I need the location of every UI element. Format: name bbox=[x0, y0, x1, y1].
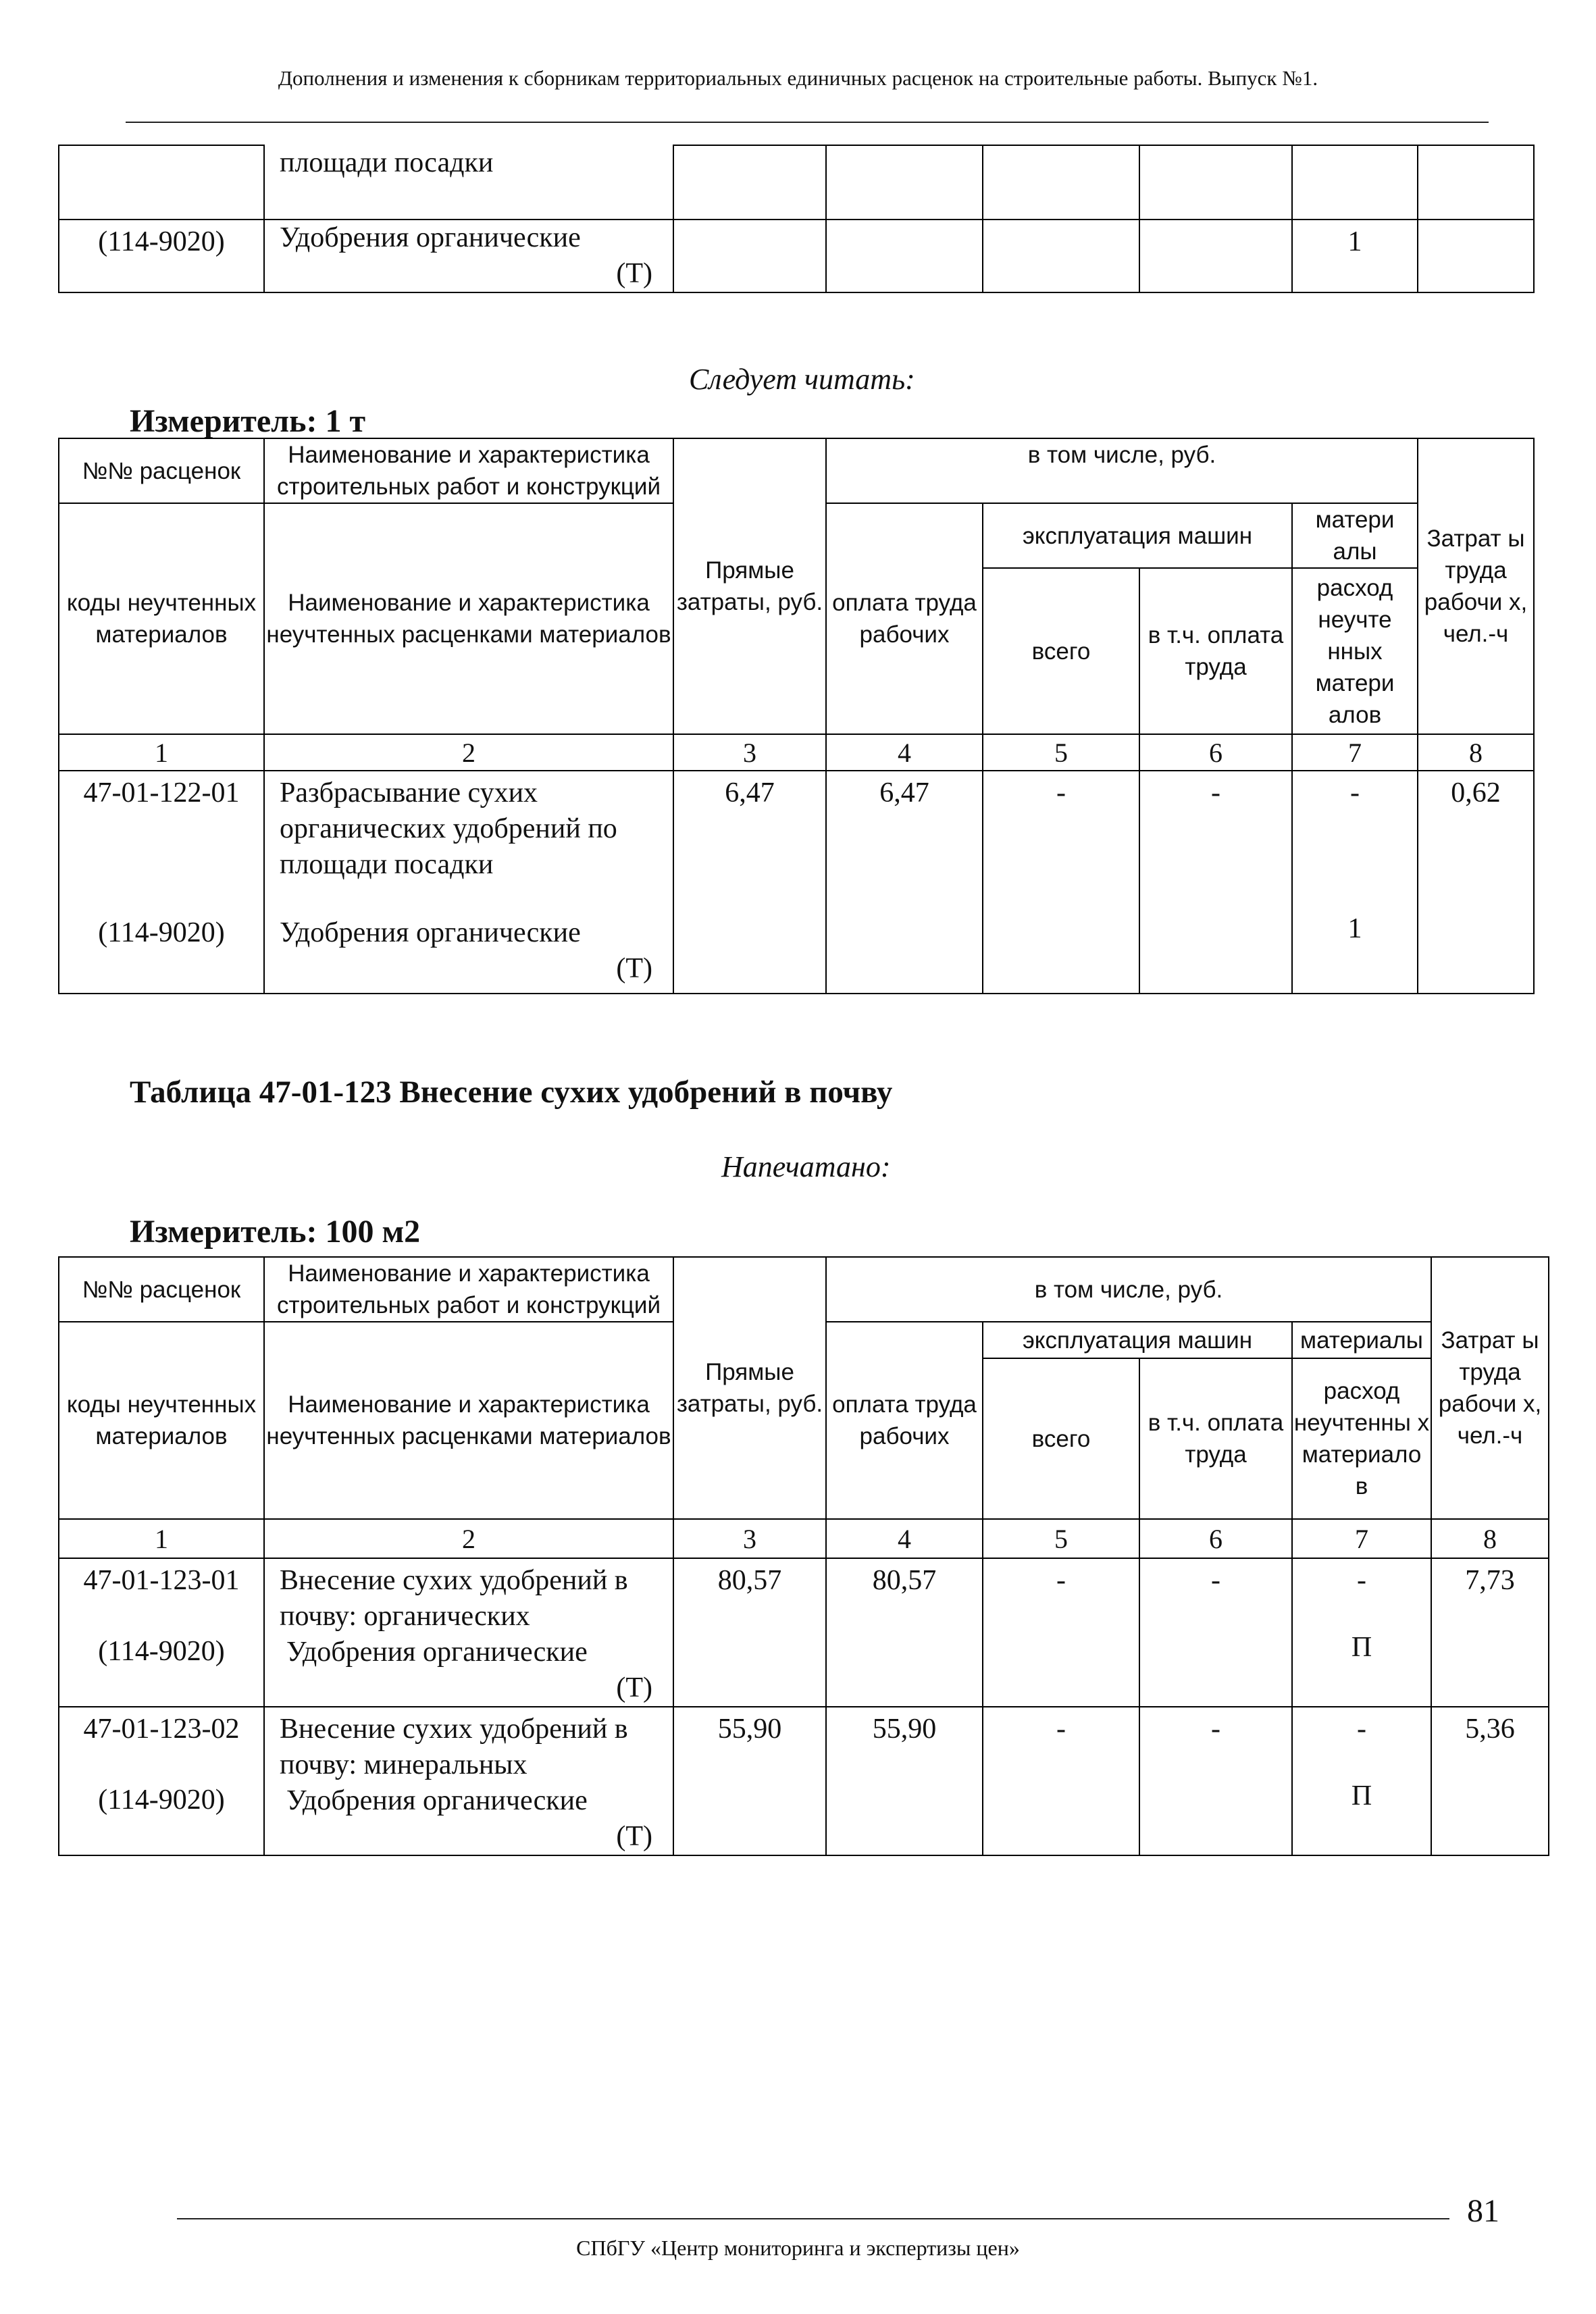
header-mat-name: Наименование и характеристика неучтенных расценками материалов bbox=[264, 1322, 673, 1519]
col-number: 5 bbox=[983, 734, 1139, 771]
footer-rule bbox=[177, 2218, 1449, 2219]
direct-cost: 55,90 bbox=[673, 1707, 826, 1855]
rate-name-cell bbox=[264, 1558, 673, 1707]
running-header: Дополнения и изменения к сборникам территориальных единичных расценок на строительные работы. Выпуск №1. bbox=[278, 66, 1318, 90]
header-labor-pay: оплата труда рабочих bbox=[826, 1322, 983, 1519]
col-number: 3 bbox=[673, 1519, 826, 1558]
material-unit: (Т) bbox=[616, 1672, 652, 1703]
rate-name: Внесение сухих удобрений в почву: минеральных bbox=[280, 1714, 628, 1780]
header-labor-cost: Затрат ы труда рабочи х, чел.-ч bbox=[1431, 1257, 1549, 1519]
direct-cost: 6,47 bbox=[673, 771, 826, 994]
material-qty: П bbox=[1351, 1780, 1372, 1811]
materials-cell bbox=[1292, 1558, 1431, 1707]
rate-code: 47-01-123-02 bbox=[83, 1714, 240, 1745]
cont-material-name-cell bbox=[264, 220, 673, 292]
col-number: 4 bbox=[826, 1519, 983, 1558]
header-labor-pay: оплата труда рабочих bbox=[826, 503, 983, 734]
rates-table-1 bbox=[58, 438, 1535, 994]
rate-name: Разбрасывание сухих органических удобрений по площади посадки bbox=[280, 777, 617, 880]
material-qty: П bbox=[1351, 1632, 1372, 1663]
machines-pay: - bbox=[1139, 771, 1292, 994]
material-code: (114-9020) bbox=[98, 1636, 225, 1667]
cont-name-text: площади посадки bbox=[280, 147, 494, 178]
material-unit: (Т) bbox=[616, 1821, 652, 1852]
material-unit: (Т) bbox=[616, 953, 652, 984]
rates-table-2 bbox=[58, 1256, 1549, 1856]
rate-name-cell bbox=[264, 771, 673, 994]
materials-value: - bbox=[1350, 777, 1360, 808]
col-number: 5 bbox=[983, 1519, 1139, 1558]
header-codes: коды неучтенных материалов bbox=[59, 1322, 264, 1519]
header-labor-cost: Затрат ы труда рабочи х, чел.-ч bbox=[1418, 438, 1534, 734]
col-number: 2 bbox=[264, 1519, 673, 1558]
footer-text: СПбГУ «Центр мониторинга и экспертизы цен» bbox=[576, 2236, 1020, 2260]
header-incl: в том числе, руб. bbox=[826, 1257, 1431, 1322]
cont-material-code: (114-9020) bbox=[59, 220, 264, 292]
header-total: всего bbox=[983, 568, 1139, 734]
materials-cell bbox=[1292, 1707, 1431, 1855]
should-read-label: Следует читать: bbox=[689, 363, 915, 396]
header-machines: эксплуатация машин bbox=[983, 1322, 1292, 1358]
material-name: Удобрения органические bbox=[286, 1785, 588, 1816]
col-number: 4 bbox=[826, 734, 983, 771]
labor-pay: 80,57 bbox=[826, 1558, 983, 1707]
material-name: Удобрения органические bbox=[286, 1637, 588, 1668]
col-number: 6 bbox=[1139, 1519, 1292, 1558]
direct-cost: 80,57 bbox=[673, 1558, 826, 1707]
measure-label-2: Измеритель: 100 м2 bbox=[130, 1214, 421, 1250]
materials-value: - bbox=[1357, 1714, 1366, 1745]
header-rule bbox=[126, 122, 1489, 123]
header-total: всего bbox=[983, 1358, 1139, 1519]
header-machines: эксплуатация машин bbox=[983, 503, 1292, 568]
header-direct: Прямые затраты, руб. bbox=[673, 1257, 826, 1519]
header-incl: в том числе, руб. bbox=[826, 438, 1418, 503]
header-work-name: Наименование и характеристика строительных работ и конструкций bbox=[264, 1257, 673, 1322]
header-materials: материалы bbox=[1292, 1322, 1431, 1358]
rate-code-cell bbox=[59, 1558, 264, 1707]
col-number: 7 bbox=[1292, 734, 1418, 771]
labor-pay: 6,47 bbox=[826, 771, 983, 994]
page-number: 81 bbox=[1467, 2193, 1499, 2229]
materials-cell bbox=[1292, 771, 1418, 994]
col-number: 6 bbox=[1139, 734, 1292, 771]
header-direct: Прямые затраты, руб. bbox=[673, 438, 826, 734]
rate-name-cell bbox=[264, 1707, 673, 1855]
rate-code-cell bbox=[59, 1707, 264, 1855]
materials-value: - bbox=[1357, 1565, 1366, 1596]
header-num: №№ расценок bbox=[59, 1257, 264, 1322]
table-title: Таблица 47-01-123 Внесение сухих удобрений в почву bbox=[130, 1075, 893, 1110]
rate-code-cell bbox=[59, 771, 264, 994]
printed-label: Напечатано: bbox=[721, 1150, 891, 1183]
measure-label-1: Измеритель: 1 т bbox=[130, 403, 366, 439]
machines-pay: - bbox=[1139, 1558, 1292, 1707]
header-consumption: расход неучте нных матери алов bbox=[1292, 568, 1418, 734]
continuation-table bbox=[58, 145, 1535, 293]
col-number: 8 bbox=[1431, 1519, 1549, 1558]
cont-material-unit: (Т) bbox=[616, 258, 652, 289]
material-code: (114-9020) bbox=[98, 1784, 225, 1816]
machines-total: - bbox=[983, 1707, 1139, 1855]
header-mat-name: Наименование и характеристика неучтенных расценками материалов bbox=[264, 503, 673, 734]
material-name: Удобрения органические bbox=[280, 917, 581, 948]
labor-cost: 0,62 bbox=[1418, 771, 1534, 994]
machines-total: - bbox=[983, 1558, 1139, 1707]
col-number: 8 bbox=[1418, 734, 1534, 771]
col-number: 2 bbox=[264, 734, 673, 771]
header-materials: матери алы bbox=[1292, 503, 1418, 568]
cont-name-cell bbox=[264, 145, 673, 220]
labor-cost: 5,36 bbox=[1431, 1707, 1549, 1855]
header-incl-pay: в т.ч. оплата труда bbox=[1139, 568, 1292, 734]
cont-code-cell bbox=[59, 145, 264, 220]
col-number: 1 bbox=[59, 734, 264, 771]
header-consumption: расход неучтенны х материало в bbox=[1292, 1358, 1431, 1519]
rate-code: 47-01-123-01 bbox=[83, 1565, 240, 1596]
header-codes: коды неучтенных материалов bbox=[59, 503, 264, 734]
cont-material-name: Удобрения органические bbox=[280, 222, 581, 253]
col-number: 7 bbox=[1292, 1519, 1431, 1558]
rate-name: Внесение сухих удобрений в почву: органических bbox=[280, 1565, 628, 1632]
cont-material-qty: 1 bbox=[1292, 220, 1418, 292]
material-qty: 1 bbox=[1347, 913, 1362, 944]
labor-cost: 7,73 bbox=[1431, 1558, 1549, 1707]
col-number: 1 bbox=[59, 1519, 264, 1558]
material-code: (114-9020) bbox=[98, 917, 225, 948]
machines-total: - bbox=[983, 771, 1139, 994]
header-incl-pay: в т.ч. оплата труда bbox=[1139, 1358, 1292, 1519]
rate-code: 47-01-122-01 bbox=[83, 777, 240, 808]
labor-pay: 55,90 bbox=[826, 1707, 983, 1855]
header-work-name: Наименование и характеристика строительных работ и конструкций bbox=[264, 438, 673, 503]
col-number: 3 bbox=[673, 734, 826, 771]
header-num: №№ расценок bbox=[59, 438, 264, 503]
machines-pay: - bbox=[1139, 1707, 1292, 1855]
